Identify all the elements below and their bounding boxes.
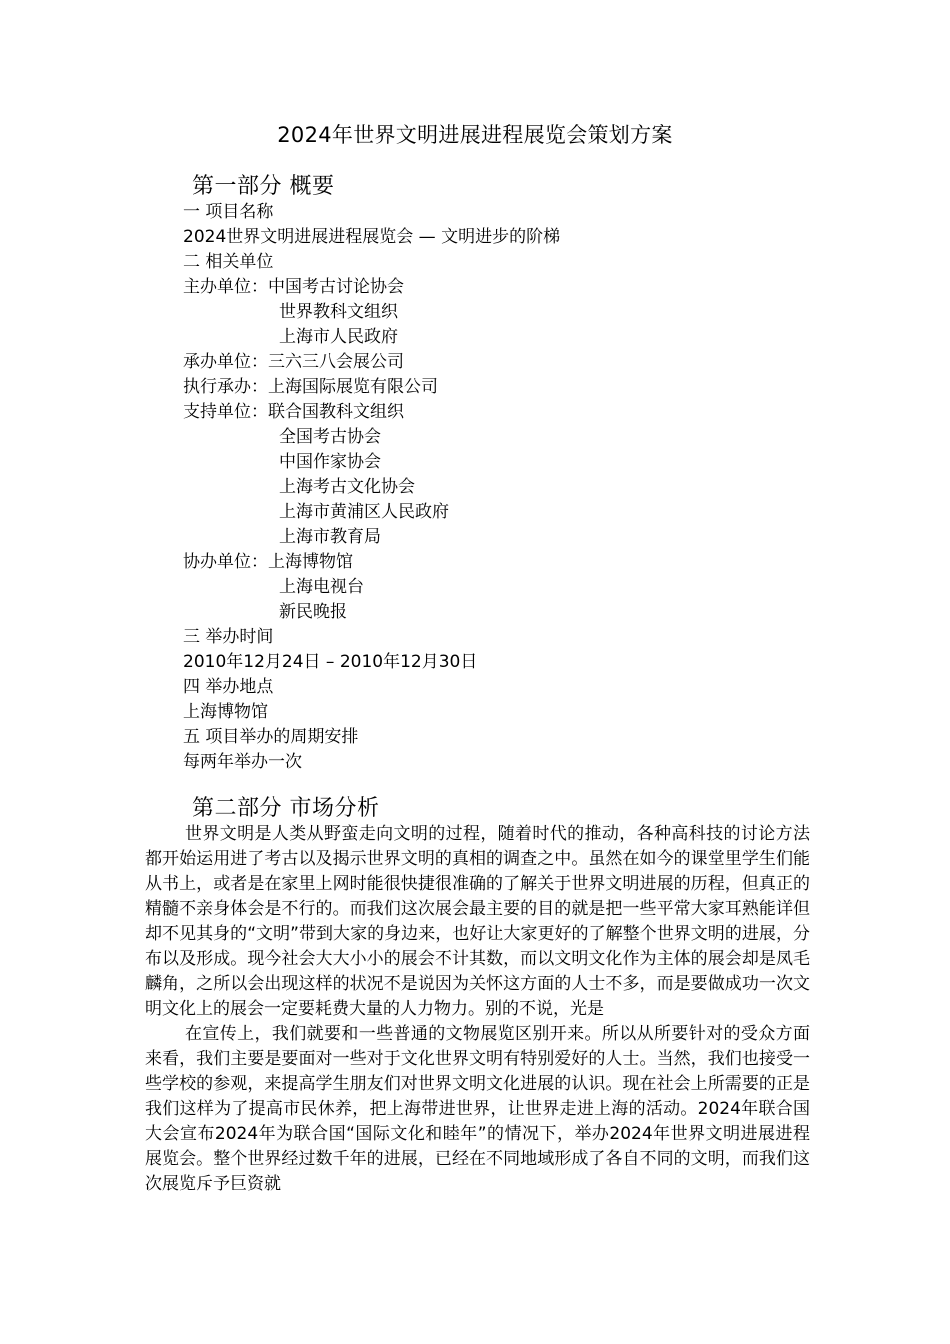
paragraph: 世界文明是人类从野蛮走向文明的过程，随着时代的推动，各种高科技的讨论方法都开始运用进了考古以及揭示世界文明的真相的调查之中。虽然在如今的课堂里学生们能从书上，或者是在家里上网时能很快捷很准确的了解关于世界文明进展的历程，但真正的精髓不亲身体会是不行的。而我们这次展会最主要的目的就是把一些平常大家耳熟能详但却不见其身的“文明”带到大家的身边来，也好让大家更好的了解整个世界文明的进展，分布以及形成。现今社会大大小小的展会不计其数，而以文明文化作为主体的展会却是凤毛麟角，之所以会出现这样的状况不是说因为关怀这方面的人士不多，而是要做成功一次文明文化上的展会一定要耗费大量的人力物力。别的不说，光是	[145, 824, 810, 1019]
paragraph: 在宣传上，我们就要和一些普通的文物展览区别开来。所以从所要针对的受众方面来看，我们主要是要面对一些对于文化世界文明有特别爱好的人士。当然，我们也接受一些学校的参观，来提高学生朋友们对世界文明文化进展的认识。现在社会上所需要的正是我们这样为了提高市民休养，把上海带进世界，让世界走进上海的活动。2024年联合国大会宣布2024年为联合国“国际文化和睦年”的情况下，举办2024年世界文明进展进程展览会。整个世界经过数千年的进展，已经在不同地域形成了各自不同的文明，而我们这次展览斥予巨资就	[145, 1024, 810, 1194]
outline-line: 一 项目名称	[183, 202, 274, 222]
outline-line: 中国作家协会	[279, 452, 381, 472]
outline-line: 上海市黄浦区人民政府	[279, 502, 449, 522]
part2-body	[145, 822, 810, 1197]
outline-line: 支持单位：联合国教科文组织	[183, 402, 404, 422]
outline-line: 上海博物馆	[183, 702, 268, 722]
part1-outline	[183, 200, 823, 775]
outline-line: 上海考古文化协会	[279, 477, 415, 497]
document-title: 2024年世界文明进展进程展览会策划方案	[277, 123, 673, 147]
outline-line: 世界教科文组织	[279, 302, 398, 322]
outline-line: 2010年12月24日 – 2010年12月30日	[183, 652, 478, 672]
outline-line: 四 举办地点	[183, 677, 274, 697]
outline-line: 主办单位：中国考古讨论协会	[183, 277, 404, 297]
outline-line: 每两年举办一次	[183, 752, 302, 772]
outline-line: 2024世界文明进展进程展览会 — 文明进步的阶梯	[183, 227, 561, 247]
outline-line: 全国考古协会	[279, 427, 381, 447]
outline-line: 上海电视台	[279, 577, 364, 597]
part1-heading: 第一部分 概要	[192, 174, 335, 199]
outline-line: 执行承办：上海国际展览有限公司	[183, 377, 438, 397]
outline-line: 三 举办时间	[183, 627, 274, 647]
outline-line: 承办单位：三六三八会展公司	[183, 352, 404, 372]
outline-line: 上海市教育局	[279, 527, 381, 547]
outline-line: 五 项目举办的周期安排	[183, 727, 359, 747]
outline-line: 上海市人民政府	[279, 327, 398, 347]
outline-line: 协办单位：上海博物馆	[183, 552, 353, 572]
part2-heading: 第二部分 市场分析	[192, 796, 380, 821]
outline-line: 新民晚报	[279, 602, 347, 622]
outline-line: 二 相关单位	[183, 252, 274, 272]
